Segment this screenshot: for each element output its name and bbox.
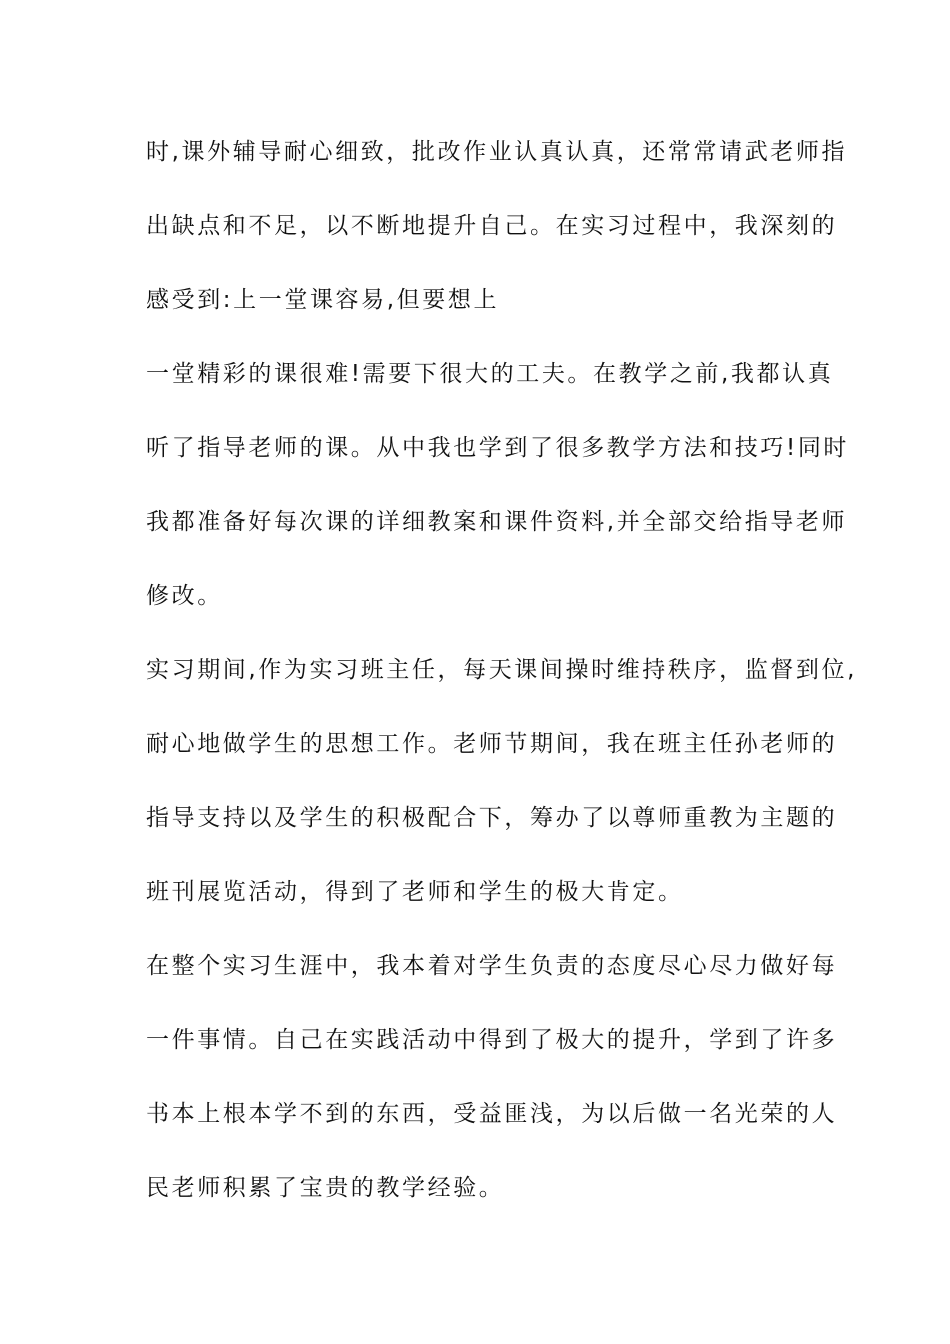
text-line: 一堂精彩的课很难!需要下很大的工夫。在教学之前,我都认真: [146, 361, 834, 387]
text-line: 听了指导老师的课。从中我也学到了很多教学方法和技巧!同时: [146, 435, 850, 461]
text-line: 出缺点和不足，以不断地提升自己。在实习过程中，我深刻的: [146, 213, 838, 239]
text-line: 我都准备好每次课的详细教案和课件资料,并全部交给指导老师: [146, 509, 848, 535]
text-line: 实习期间,作为实习班主任，每天课间操时维持秩序，监督到位,: [146, 657, 858, 683]
text-line: 感受到:上一堂课容易,但要想上: [146, 287, 500, 313]
text-line: 民老师积累了宝贵的教学经验。: [146, 1175, 505, 1201]
text-line: 指导支持以及学生的积极配合下，筹办了以尊师重教为主题的: [146, 805, 838, 831]
text-line: 书本上根本学不到的东西，受益匪浅，为以后做一名光荣的人: [146, 1101, 838, 1127]
text-line: 班刊展览活动，得到了老师和学生的极大肯定。: [146, 879, 684, 905]
text-line: 修改。: [146, 583, 223, 609]
text-line: 时,课外辅导耐心细致，批改作业认真认真，还常常请武老师指: [146, 139, 848, 165]
text-line: 耐心地做学生的思想工作。老师节期间，我在班主任孙老师的: [146, 731, 838, 757]
text-line: 一件事情。自己在实践活动中得到了极大的提升，学到了许多: [146, 1027, 838, 1053]
text-line: 在整个实习生涯中，我本着对学生负责的态度尽心尽力做好每: [146, 953, 838, 979]
